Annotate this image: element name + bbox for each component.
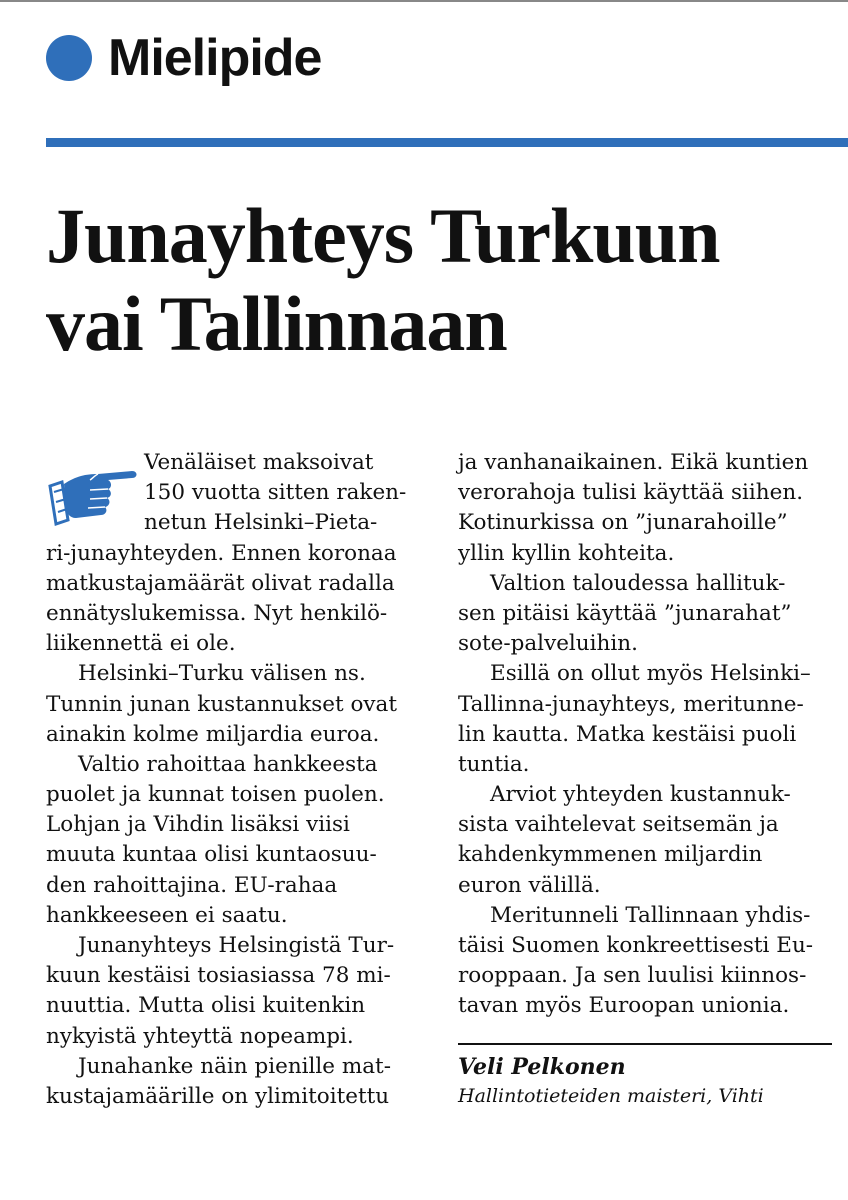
article-column-right xyxy=(458,448,838,1022)
headline xyxy=(46,192,836,368)
text-line: hankkeeseen ei saatu. xyxy=(46,902,288,928)
text-line: tavan myös Euroopan unionia. xyxy=(458,993,790,1019)
text-line: muuta kuntaa olisi kuntaosuu- xyxy=(46,842,377,868)
text-line: yllin kyllin kohteita. xyxy=(458,540,675,566)
text-line: Junanyhteys Helsingistä Tur- xyxy=(78,933,395,958)
text-line: 150 vuotta sitten raken- xyxy=(144,480,407,506)
text-line: Lohjan ja Vihdin lisäksi viisi xyxy=(46,812,350,838)
text-line: ri-junayhteyden. Ennen koronaa xyxy=(46,540,397,566)
top-rule xyxy=(0,0,848,2)
text-line: sista vaihtelevat seitsemän ja xyxy=(458,812,779,838)
text-line: ainakin kolme miljardia euroa. xyxy=(46,721,380,747)
text-line: rooppaan. Ja sen luulisi kiinnos- xyxy=(458,963,807,989)
text-line: euron välillä. xyxy=(458,872,601,898)
section-dot-icon xyxy=(46,35,92,81)
headline-line: Junayhteys Turkuun xyxy=(46,192,720,279)
text-line: tuntia. xyxy=(458,751,530,777)
text-line: ennätyslukemissa. Nyt henkilö- xyxy=(46,600,388,626)
text-line: Junahanke näin pienille mat- xyxy=(78,1053,391,1079)
text-line: Helsinki–Turku välisen ns. xyxy=(78,661,366,687)
text-line: kuun kestäisi tosiasiassa 78 mi- xyxy=(46,963,391,989)
text-line: Valtion taloudessa hallituk- xyxy=(490,570,786,596)
text-line: verorahoja tulisi käyttää siihen. xyxy=(458,480,804,506)
text-line: täisi Suomen konkreettisesti Eu- xyxy=(458,933,814,958)
text-line: sen pitäisi käyttää ”junarahat” xyxy=(458,600,792,626)
text-line: Venäläiset maksoivat xyxy=(144,450,374,475)
text-line: kahdenkymmenen miljardin xyxy=(458,842,763,868)
text-line: lin kautta. Matka kestäisi puoli xyxy=(458,721,797,747)
text-line: netun Helsinki–Pieta- xyxy=(144,510,378,536)
text-line: ja vanhanaikainen. Eikä kuntien xyxy=(458,450,809,475)
section-label: Mielipide xyxy=(108,29,322,87)
section-divider xyxy=(46,138,848,147)
author-title: Hallintotieteiden maisteri, Vihti xyxy=(458,1085,764,1107)
author-name: Veli Pelkonen xyxy=(458,1054,626,1080)
text-line: puolet ja kunnat toisen puolen. xyxy=(46,782,385,808)
headline-line: vai Tallinnaan xyxy=(46,280,507,367)
text-line: Valtio rahoittaa hankkeesta xyxy=(78,751,378,777)
text-line: Kotinurkissa on ”junarahoille” xyxy=(458,510,788,536)
text-line: sote-palveluihin. xyxy=(458,631,638,657)
text-line: Arviot yhteyden kustannuk- xyxy=(490,782,791,808)
text-line: nuuttia. Mutta olisi kuitenkin xyxy=(46,993,366,1019)
text-line: Meritunneli Tallinnaan yhdis- xyxy=(490,902,811,928)
section-header xyxy=(46,28,321,88)
text-line: Esillä on ollut myös Helsinki– xyxy=(490,661,811,687)
text-line: nykyistä yhteyttä nopeampi. xyxy=(46,1023,354,1049)
text-line: matkustajamäärät olivat radalla xyxy=(46,570,395,596)
text-line: kustajamäärille on ylimitoitettu xyxy=(46,1083,390,1109)
text-line: Tallinna-junayhteys, meritunne- xyxy=(458,691,804,717)
author-divider xyxy=(458,1043,832,1045)
text-line: liikennettä ei ole. xyxy=(46,631,236,657)
text-line: den rahoittajina. EU-rahaa xyxy=(46,872,338,898)
text-line: Tunnin junan kustannukset ovat xyxy=(46,691,398,717)
article-column-left xyxy=(46,448,424,1112)
